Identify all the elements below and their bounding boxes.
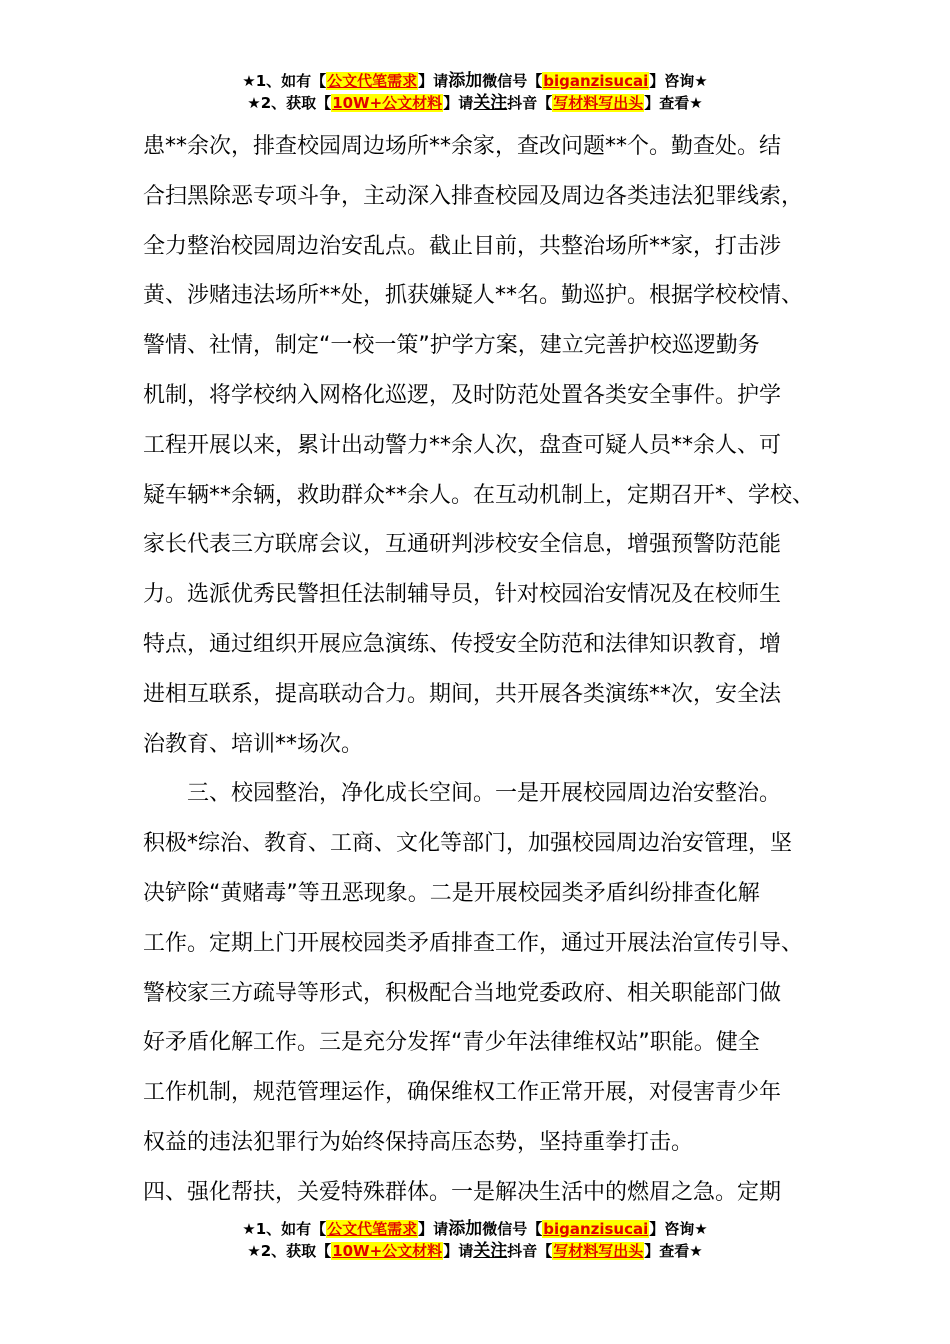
banner-text: 】请 <box>443 94 474 112</box>
body-line: 全力整治校园周边治安乱点。截止目前，共整治场所**家，打击涉 <box>143 233 782 259</box>
banner-text: 抖音【 <box>507 1242 553 1260</box>
banner-line-1 <box>0 70 950 92</box>
banner-text: 抖音【 <box>507 94 553 112</box>
body-line: 家长代表三方联席会议，互通研判涉校安全信息，增强预警防范能 <box>143 532 782 558</box>
banner-text: 微信号【 <box>482 72 543 90</box>
banner-text: 】请 <box>418 1220 449 1238</box>
section-heading-line: 三、校园整治，净化成长空间。一是开展校园周边治安整治。 <box>187 781 782 807</box>
highlight-materials: 10W+公文材料 <box>332 1242 443 1260</box>
body-line: 患**余次，排查校园周边场所**余家，查改问题**个。勤查处。结 <box>143 134 782 159</box>
body-line: 工作。定期上门开展校园类矛盾排查工作，通过开展法治宣传引导、 <box>143 930 804 956</box>
body-line: 好矛盾化解工作。三是充分发挥“青少年法律维权站”职能。健全 <box>143 1030 760 1056</box>
banner-text: 】请 <box>418 72 449 90</box>
banner-line-2 <box>0 92 950 114</box>
body-line: 黄、涉赌违法场所**处，抓获嫌疑人**名。勤巡护。根据学校校情、 <box>143 283 804 309</box>
body-line: 警校家三方疏导等形式，积极配合当地党委政府、相关职能部门做 <box>143 980 782 1006</box>
highlight-douyin-account: 写材料写出头 <box>553 94 644 112</box>
banner-emphasis: 关注 <box>473 1241 508 1261</box>
banner-line-2 <box>0 1240 950 1262</box>
body-line: 疑车辆**余辆，救助群众**余人。在互动机制上，定期召开*、学校、 <box>143 482 815 508</box>
banner-text: ★1、如有【 <box>242 72 327 90</box>
banner-text: 】请 <box>443 1242 474 1260</box>
body-line: 工程开展以来，累计出动警力**余人次，盘查可疑人员**余人、可 <box>143 432 782 458</box>
header-banner <box>0 70 950 114</box>
highlight-materials: 10W+公文材料 <box>332 94 443 112</box>
highlight-service: 公文代笔需求 <box>327 1220 418 1238</box>
banner-emphasis: 添加 <box>448 1219 483 1239</box>
document-body <box>143 122 833 1218</box>
highlight-wechat-id: biganzisucai <box>543 72 649 90</box>
banner-text: 】查看★ <box>644 1242 703 1260</box>
highlight-douyin-account: 写材料写出头 <box>553 1242 644 1260</box>
banner-text: 】查看★ <box>644 94 703 112</box>
body-line: 进相互联系，提高联动合力。期间，共开展各类演练**次，安全法 <box>143 681 782 707</box>
footer-banner <box>0 1218 950 1262</box>
highlight-service: 公文代笔需求 <box>327 72 418 90</box>
body-line: 力。选派优秀民警担任法制辅导员，针对校园治安情况及在校师生 <box>143 582 782 608</box>
highlight-wechat-id: biganzisucai <box>543 1220 649 1238</box>
banner-text: 微信号【 <box>482 1220 543 1238</box>
body-line: 治教育、培训**场次。 <box>143 731 364 757</box>
section-heading-line: 四、强化帮扶，关爱特殊群体。一是解决生活中的燃眉之急。定期 <box>143 1179 782 1205</box>
body-line: 权益的违法犯罪行为始终保持高压态势，坚持重拳打击。 <box>143 1129 694 1155</box>
banner-text: 】咨询★ <box>649 72 708 90</box>
body-line: 特点，通过组织开展应急演练、传授安全防范和法律知识教育，增 <box>143 631 782 657</box>
body-line: 机制，将学校纳入网格化巡逻，及时防范处置各类安全事件。护学 <box>143 382 782 408</box>
body-line: 警情、社情，制定“一校一策”护学方案，建立完善护校巡逻勤务 <box>143 333 760 359</box>
banner-emphasis: 关注 <box>473 93 508 113</box>
body-line: 决铲除“黄赌毒”等丑恶现象。二是开展校园类矛盾纠纷排查化解 <box>143 880 760 906</box>
body-line: 积极*综治、教育、工商、文化等部门，加强校园周边治安管理，坚 <box>143 831 793 857</box>
banner-text: ★1、如有【 <box>242 1220 327 1238</box>
body-line: 合扫黑除恶专项斗争，主动深入排查校园及周边各类违法犯罪线索， <box>143 183 804 209</box>
body-line: 工作机制，规范管理运作，确保维权工作正常开展，对侵害青少年 <box>143 1080 782 1106</box>
banner-text: ★2、获取【 <box>247 94 332 112</box>
banner-line-1 <box>0 1218 950 1240</box>
banner-emphasis: 添加 <box>448 71 483 91</box>
banner-text: 】咨询★ <box>649 1220 708 1238</box>
banner-text: ★2、获取【 <box>247 1242 332 1260</box>
